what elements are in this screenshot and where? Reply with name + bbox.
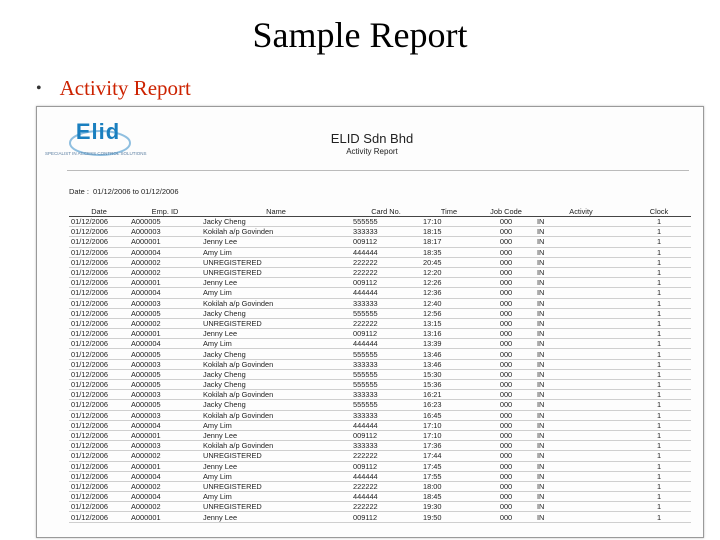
slide-title-text: Sample Report xyxy=(252,15,468,55)
column-header-time: Time xyxy=(421,208,477,217)
emp-id-cell: A000001 xyxy=(129,237,201,247)
name-cell: Jacky Cheng xyxy=(201,217,351,227)
activity-cell: IN xyxy=(535,267,627,277)
card-no-cell: 333333 xyxy=(351,441,421,451)
activity-cell: IN xyxy=(535,430,627,440)
clock-cell: 1 xyxy=(627,217,691,227)
job-code-cell: 000 xyxy=(477,278,535,288)
job-code-cell: 000 xyxy=(477,247,535,257)
date-cell: 01/12/2006 xyxy=(69,318,129,328)
name-cell: UNREGISTERED xyxy=(201,502,351,512)
clock-cell: 1 xyxy=(627,359,691,369)
date-cell: 01/12/2006 xyxy=(69,339,129,349)
table-body xyxy=(69,217,691,523)
table-row xyxy=(69,288,691,298)
card-no-cell: 222222 xyxy=(351,257,421,267)
time-cell: 17:36 xyxy=(421,441,477,451)
column-header-clock: Clock xyxy=(627,208,691,217)
time-cell: 16:21 xyxy=(421,390,477,400)
job-code-cell: 000 xyxy=(477,512,535,522)
time-cell: 18:15 xyxy=(421,227,477,237)
date-label: Date : xyxy=(69,187,90,196)
job-code-cell: 000 xyxy=(477,369,535,379)
date-cell: 01/12/2006 xyxy=(69,420,129,430)
card-no-cell: 555555 xyxy=(351,349,421,359)
emp-id-cell: A000005 xyxy=(129,349,201,359)
name-cell: Jacky Cheng xyxy=(201,380,351,390)
date-cell: 01/12/2006 xyxy=(69,308,129,318)
emp-id-cell: A000005 xyxy=(129,217,201,227)
card-no-cell: 333333 xyxy=(351,390,421,400)
job-code-cell: 000 xyxy=(477,308,535,318)
job-code-cell: 000 xyxy=(477,492,535,502)
table-row xyxy=(69,298,691,308)
job-code-cell: 000 xyxy=(477,451,535,461)
name-cell: UNREGISTERED xyxy=(201,481,351,491)
table-row xyxy=(69,308,691,318)
name-cell: Jacky Cheng xyxy=(201,349,351,359)
table-row xyxy=(69,359,691,369)
job-code-cell: 000 xyxy=(477,359,535,369)
clock-cell: 1 xyxy=(627,308,691,318)
emp-id-cell: A000002 xyxy=(129,502,201,512)
date-cell: 01/12/2006 xyxy=(69,257,129,267)
logo-tagline: SPECIALIST IN ACCESS CONTROL SOLUTIONS xyxy=(45,151,147,156)
clock-cell: 1 xyxy=(627,349,691,359)
time-cell: 19:50 xyxy=(421,512,477,522)
time-cell: 17:55 xyxy=(421,471,477,481)
job-code-cell: 000 xyxy=(477,471,535,481)
date-cell: 01/12/2006 xyxy=(69,237,129,247)
clock-cell: 1 xyxy=(627,369,691,379)
date-cell: 01/12/2006 xyxy=(69,267,129,277)
bullet-item xyxy=(36,76,191,101)
card-no-cell: 555555 xyxy=(351,217,421,227)
date-cell: 01/12/2006 xyxy=(69,400,129,410)
card-no-cell: 009112 xyxy=(351,329,421,339)
job-code-cell: 000 xyxy=(477,481,535,491)
emp-id-cell: A000004 xyxy=(129,492,201,502)
time-cell: 18:45 xyxy=(421,492,477,502)
table-row xyxy=(69,329,691,339)
column-header-activity: Activity xyxy=(535,208,627,217)
clock-cell: 1 xyxy=(627,390,691,400)
date-cell: 01/12/2006 xyxy=(69,278,129,288)
card-no-cell: 222222 xyxy=(351,451,421,461)
job-code-cell: 000 xyxy=(477,502,535,512)
card-no-cell: 555555 xyxy=(351,369,421,379)
card-no-cell: 333333 xyxy=(351,298,421,308)
bullet-text: Activity Report xyxy=(59,76,191,100)
clock-cell: 1 xyxy=(627,329,691,339)
time-cell: 18:00 xyxy=(421,481,477,491)
date-cell: 01/12/2006 xyxy=(69,410,129,420)
clock-cell: 1 xyxy=(627,492,691,502)
name-cell: Amy Lim xyxy=(201,339,351,349)
activity-cell: IN xyxy=(535,451,627,461)
date-cell: 01/12/2006 xyxy=(69,512,129,522)
time-cell: 13:39 xyxy=(421,339,477,349)
date-cell: 01/12/2006 xyxy=(69,441,129,451)
card-no-cell: 555555 xyxy=(351,400,421,410)
card-no-cell: 444444 xyxy=(351,247,421,257)
table-row xyxy=(69,430,691,440)
card-no-cell: 555555 xyxy=(351,380,421,390)
clock-cell: 1 xyxy=(627,441,691,451)
emp-id-cell: A000001 xyxy=(129,278,201,288)
report-screenshot xyxy=(36,106,704,538)
logo-text: Elid xyxy=(75,119,121,144)
time-cell: 17:10 xyxy=(421,420,477,430)
clock-cell: 1 xyxy=(627,278,691,288)
name-cell: Jacky Cheng xyxy=(201,369,351,379)
date-cell: 01/12/2006 xyxy=(69,288,129,298)
card-no-cell: 333333 xyxy=(351,359,421,369)
clock-cell: 1 xyxy=(627,430,691,440)
card-no-cell: 444444 xyxy=(351,288,421,298)
column-header-date: Date xyxy=(69,208,129,217)
emp-id-cell: A000004 xyxy=(129,420,201,430)
name-cell: UNREGISTERED xyxy=(201,318,351,328)
card-no-cell: 009112 xyxy=(351,237,421,247)
emp-id-cell: A000003 xyxy=(129,410,201,420)
clock-cell: 1 xyxy=(627,339,691,349)
emp-id-cell: A000003 xyxy=(129,390,201,400)
clock-cell: 1 xyxy=(627,471,691,481)
date-cell: 01/12/2006 xyxy=(69,380,129,390)
card-no-cell: 555555 xyxy=(351,308,421,318)
emp-id-cell: A000001 xyxy=(129,512,201,522)
name-cell: Kokilah a/p Govinden xyxy=(201,410,351,420)
activity-cell: IN xyxy=(535,512,627,522)
table-row xyxy=(69,502,691,512)
column-header-emp-id: Emp. ID xyxy=(129,208,201,217)
card-no-cell: 009112 xyxy=(351,278,421,288)
table-row xyxy=(69,267,691,277)
table-row xyxy=(69,410,691,420)
date-cell: 01/12/2006 xyxy=(69,471,129,481)
emp-id-cell: A000001 xyxy=(129,461,201,471)
name-cell: UNREGISTERED xyxy=(201,451,351,461)
name-cell: Amy Lim xyxy=(201,492,351,502)
bullet-icon: • xyxy=(36,80,42,97)
emp-id-cell: A000002 xyxy=(129,257,201,267)
name-cell: Kokilah a/p Govinden xyxy=(201,390,351,400)
table-row xyxy=(69,481,691,491)
card-no-cell: 009112 xyxy=(351,461,421,471)
activity-cell: IN xyxy=(535,237,627,247)
emp-id-cell: A000001 xyxy=(129,430,201,440)
job-code-cell: 000 xyxy=(477,329,535,339)
activity-cell: IN xyxy=(535,257,627,267)
emp-id-cell: A000003 xyxy=(129,227,201,237)
name-cell: UNREGISTERED xyxy=(201,267,351,277)
time-cell: 18:17 xyxy=(421,237,477,247)
card-no-cell: 444444 xyxy=(351,492,421,502)
clock-cell: 1 xyxy=(627,481,691,491)
time-cell: 15:36 xyxy=(421,380,477,390)
table-row xyxy=(69,318,691,328)
emp-id-cell: A000004 xyxy=(129,339,201,349)
activity-cell: IN xyxy=(535,502,627,512)
card-no-cell: 444444 xyxy=(351,339,421,349)
activity-cell: IN xyxy=(535,278,627,288)
name-cell: Amy Lim xyxy=(201,471,351,481)
time-cell: 13:15 xyxy=(421,318,477,328)
activity-cell: IN xyxy=(535,227,627,237)
job-code-cell: 000 xyxy=(477,441,535,451)
clock-cell: 1 xyxy=(627,237,691,247)
name-cell: Kokilah a/p Govinden xyxy=(201,227,351,237)
table-row xyxy=(69,471,691,481)
clock-cell: 1 xyxy=(627,288,691,298)
emp-id-cell: A000004 xyxy=(129,288,201,298)
time-cell: 12:40 xyxy=(421,298,477,308)
card-no-cell: 222222 xyxy=(351,318,421,328)
job-code-cell: 000 xyxy=(477,349,535,359)
column-header-card-no: Card No. xyxy=(351,208,421,217)
date-cell: 01/12/2006 xyxy=(69,349,129,359)
table-row xyxy=(69,369,691,379)
job-code-cell: 000 xyxy=(477,227,535,237)
job-code-cell: 000 xyxy=(477,257,535,267)
clock-cell: 1 xyxy=(627,257,691,267)
clock-cell: 1 xyxy=(627,400,691,410)
clock-cell: 1 xyxy=(627,380,691,390)
table-row xyxy=(69,380,691,390)
card-no-cell: 444444 xyxy=(351,420,421,430)
time-cell: 17:10 xyxy=(421,430,477,440)
date-cell: 01/12/2006 xyxy=(69,247,129,257)
clock-cell: 1 xyxy=(627,461,691,471)
activity-cell: IN xyxy=(535,420,627,430)
activity-cell: IN xyxy=(535,492,627,502)
activity-cell: IN xyxy=(535,298,627,308)
activity-cell: IN xyxy=(535,217,627,227)
time-cell: 16:45 xyxy=(421,410,477,420)
activity-cell: IN xyxy=(535,369,627,379)
job-code-cell: 000 xyxy=(477,420,535,430)
name-cell: Amy Lim xyxy=(201,420,351,430)
activity-cell: IN xyxy=(535,410,627,420)
activity-cell: IN xyxy=(535,400,627,410)
time-cell: 17:10 xyxy=(421,217,477,227)
table-row xyxy=(69,461,691,471)
table-row xyxy=(69,451,691,461)
name-cell: Jenny Lee xyxy=(201,237,351,247)
job-code-cell: 000 xyxy=(477,298,535,308)
activity-cell: IN xyxy=(535,441,627,451)
name-cell: Jacky Cheng xyxy=(201,308,351,318)
time-cell: 19:30 xyxy=(421,502,477,512)
name-cell: Amy Lim xyxy=(201,288,351,298)
column-header-name: Name xyxy=(201,208,351,217)
emp-id-cell: A000004 xyxy=(129,247,201,257)
activity-cell: IN xyxy=(535,390,627,400)
emp-id-cell: A000002 xyxy=(129,451,201,461)
activity-table xyxy=(69,208,691,523)
clock-cell: 1 xyxy=(627,318,691,328)
activity-cell: IN xyxy=(535,329,627,339)
card-no-cell: 222222 xyxy=(351,481,421,491)
activity-cell: IN xyxy=(535,461,627,471)
table-row xyxy=(69,400,691,410)
date-cell: 01/12/2006 xyxy=(69,430,129,440)
clock-cell: 1 xyxy=(627,267,691,277)
clock-cell: 1 xyxy=(627,227,691,237)
name-cell: Kokilah a/p Govinden xyxy=(201,441,351,451)
name-cell: Jenny Lee xyxy=(201,430,351,440)
emp-id-cell: A000003 xyxy=(129,441,201,451)
table-row xyxy=(69,257,691,267)
job-code-cell: 000 xyxy=(477,217,535,227)
emp-id-cell: A000002 xyxy=(129,481,201,491)
report-name: Activity Report xyxy=(346,147,398,156)
activity-cell: IN xyxy=(535,318,627,328)
activity-cell: IN xyxy=(535,471,627,481)
emp-id-cell: A000003 xyxy=(129,359,201,369)
job-code-cell: 000 xyxy=(477,410,535,420)
table-row xyxy=(69,512,691,522)
table-row xyxy=(69,492,691,502)
job-code-cell: 000 xyxy=(477,318,535,328)
date-cell: 01/12/2006 xyxy=(69,481,129,491)
emp-id-cell: A000004 xyxy=(129,471,201,481)
time-cell: 20:45 xyxy=(421,257,477,267)
activity-cell: IN xyxy=(535,247,627,257)
clock-cell: 1 xyxy=(627,298,691,308)
time-cell: 15:30 xyxy=(421,369,477,379)
activity-cell: IN xyxy=(535,308,627,318)
table-row xyxy=(69,278,691,288)
clock-cell: 1 xyxy=(627,420,691,430)
activity-cell: IN xyxy=(535,481,627,491)
table-row xyxy=(69,349,691,359)
table-header-row xyxy=(69,208,691,217)
name-cell: Kokilah a/p Govinden xyxy=(201,298,351,308)
job-code-cell: 000 xyxy=(477,461,535,471)
date-range xyxy=(69,187,179,196)
job-code-cell: 000 xyxy=(477,400,535,410)
emp-id-cell: A000005 xyxy=(129,369,201,379)
name-cell: Jenny Lee xyxy=(201,329,351,339)
table-row xyxy=(69,237,691,247)
card-no-cell: 333333 xyxy=(351,227,421,237)
job-code-cell: 000 xyxy=(477,237,535,247)
table-row xyxy=(69,247,691,257)
job-code-cell: 000 xyxy=(477,267,535,277)
date-cell: 01/12/2006 xyxy=(69,298,129,308)
card-no-cell: 333333 xyxy=(351,410,421,420)
time-cell: 12:26 xyxy=(421,278,477,288)
activity-cell: IN xyxy=(535,359,627,369)
name-cell: Jenny Lee xyxy=(201,461,351,471)
emp-id-cell: A000002 xyxy=(129,318,201,328)
emp-id-cell: A000003 xyxy=(129,298,201,308)
time-cell: 12:36 xyxy=(421,288,477,298)
date-cell: 01/12/2006 xyxy=(69,492,129,502)
date-cell: 01/12/2006 xyxy=(69,369,129,379)
emp-id-cell: A000005 xyxy=(129,308,201,318)
activity-cell: IN xyxy=(535,339,627,349)
time-cell: 13:46 xyxy=(421,349,477,359)
activity-cell: IN xyxy=(535,288,627,298)
card-no-cell: 009112 xyxy=(351,512,421,522)
time-cell: 13:16 xyxy=(421,329,477,339)
time-cell: 12:20 xyxy=(421,267,477,277)
table-row xyxy=(69,390,691,400)
date-cell: 01/12/2006 xyxy=(69,461,129,471)
table-row xyxy=(69,339,691,349)
clock-cell: 1 xyxy=(627,451,691,461)
slide-title xyxy=(0,14,720,56)
header-divider xyxy=(67,170,689,171)
date-range-value: 01/12/2006 to 01/12/2006 xyxy=(93,187,179,196)
card-no-cell: 222222 xyxy=(351,502,421,512)
date-cell: 01/12/2006 xyxy=(69,227,129,237)
clock-cell: 1 xyxy=(627,512,691,522)
emp-id-cell: A000002 xyxy=(129,267,201,277)
job-code-cell: 000 xyxy=(477,390,535,400)
date-cell: 01/12/2006 xyxy=(69,217,129,227)
date-cell: 01/12/2006 xyxy=(69,451,129,461)
name-cell: Jacky Cheng xyxy=(201,400,351,410)
clock-cell: 1 xyxy=(627,247,691,257)
date-cell: 01/12/2006 xyxy=(69,359,129,369)
job-code-cell: 000 xyxy=(477,288,535,298)
time-cell: 16:23 xyxy=(421,400,477,410)
activity-cell: IN xyxy=(535,380,627,390)
name-cell: Amy Lim xyxy=(201,247,351,257)
emp-id-cell: A000005 xyxy=(129,400,201,410)
table-row xyxy=(69,420,691,430)
activity-cell: IN xyxy=(535,349,627,359)
card-no-cell: 009112 xyxy=(351,430,421,440)
date-cell: 01/12/2006 xyxy=(69,329,129,339)
name-cell: UNREGISTERED xyxy=(201,257,351,267)
name-cell: Jenny Lee xyxy=(201,278,351,288)
time-cell: 13:46 xyxy=(421,359,477,369)
emp-id-cell: A000005 xyxy=(129,380,201,390)
card-no-cell: 222222 xyxy=(351,267,421,277)
emp-id-cell: A000001 xyxy=(129,329,201,339)
clock-cell: 1 xyxy=(627,502,691,512)
clock-cell: 1 xyxy=(627,410,691,420)
card-no-cell: 444444 xyxy=(351,471,421,481)
job-code-cell: 000 xyxy=(477,430,535,440)
date-cell: 01/12/2006 xyxy=(69,502,129,512)
time-cell: 18:35 xyxy=(421,247,477,257)
job-code-cell: 000 xyxy=(477,339,535,349)
company-name: ELID Sdn Bhd xyxy=(330,131,414,146)
name-cell: Jenny Lee xyxy=(201,512,351,522)
time-cell: 17:44 xyxy=(421,451,477,461)
job-code-cell: 000 xyxy=(477,380,535,390)
table-row xyxy=(69,217,691,227)
table-row xyxy=(69,227,691,237)
date-cell: 01/12/2006 xyxy=(69,390,129,400)
name-cell: Kokilah a/p Govinden xyxy=(201,359,351,369)
table-row xyxy=(69,441,691,451)
time-cell: 12:56 xyxy=(421,308,477,318)
time-cell: 17:45 xyxy=(421,461,477,471)
column-header-job-code: Job Code xyxy=(477,208,535,217)
